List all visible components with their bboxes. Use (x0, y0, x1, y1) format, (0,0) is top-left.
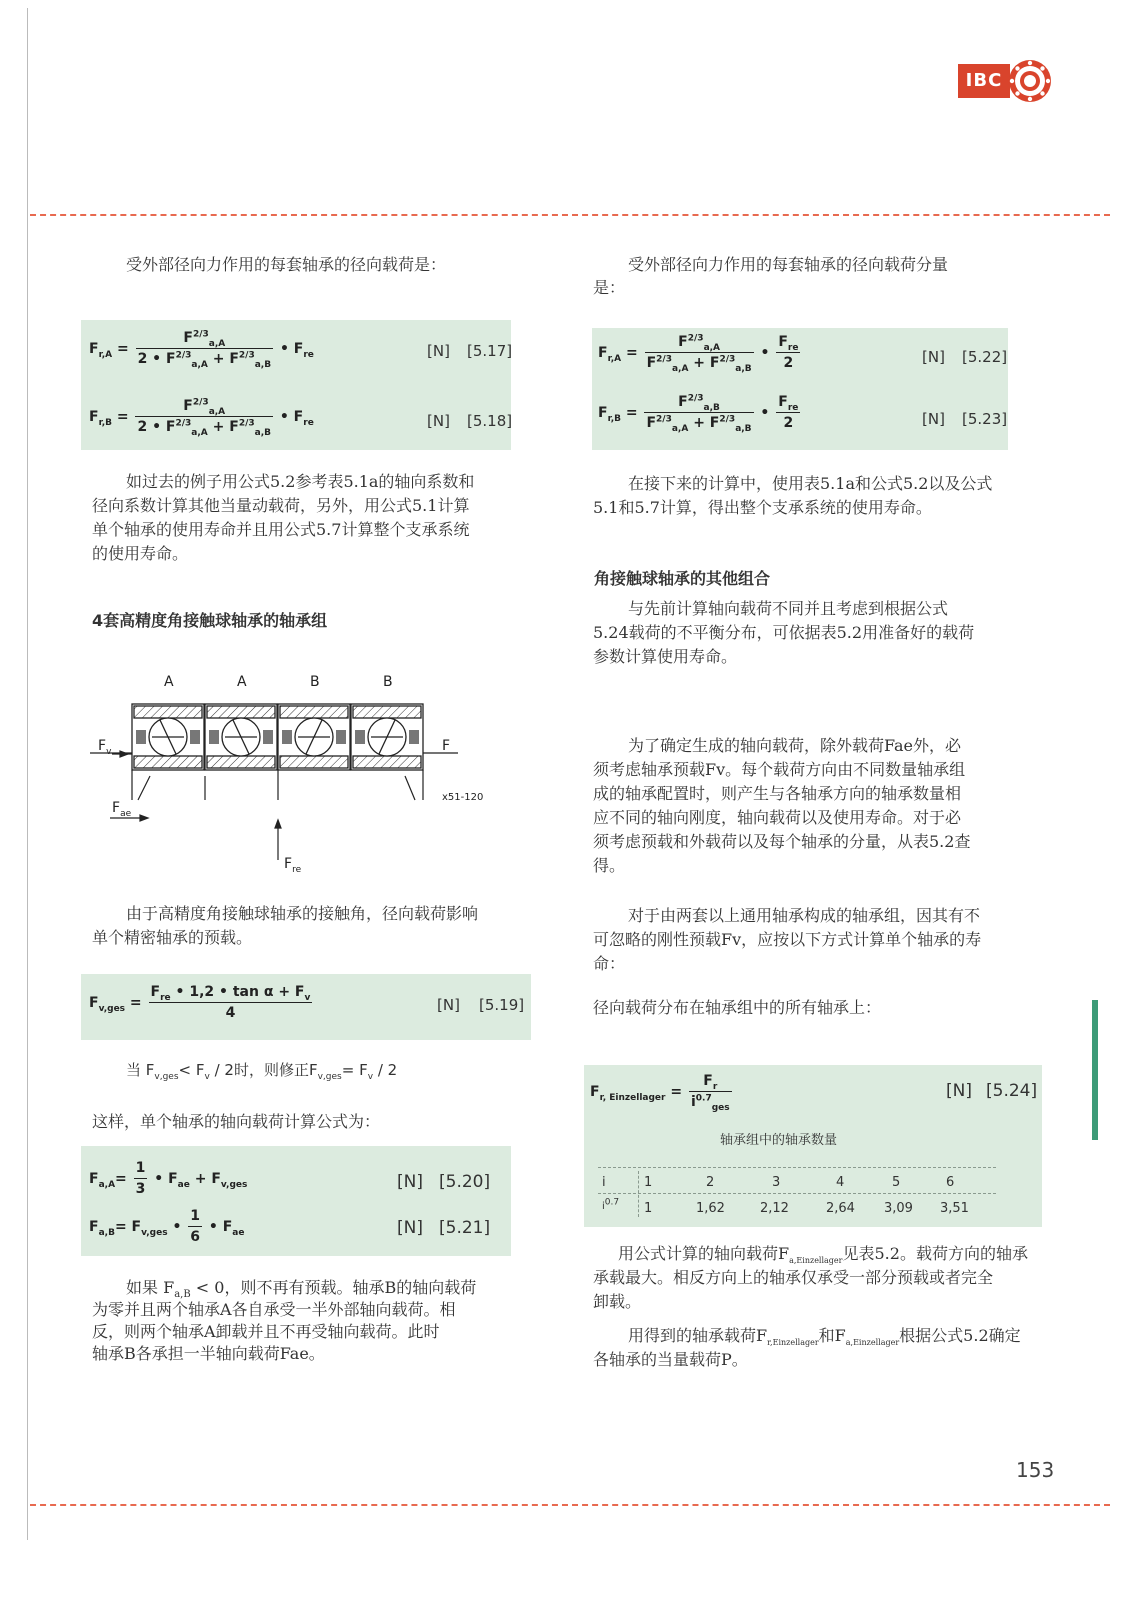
ref-5-20: [5.20] (439, 1172, 491, 1192)
formula-5-17: $F_{r,A}$ = $\frac{F^{2/3}_{a,A}}{2 • F^{2/3}_{a,A} + F^{2/3}_{a,B}}$ • $F_{re}$ (89, 329, 314, 370)
left-margin-line (27, 8, 28, 1540)
formula-box-517-518 (81, 320, 511, 450)
ref-5-18: [5.18] (467, 412, 513, 430)
figure-label-f: F (442, 738, 451, 754)
unit-5-24: [N] (946, 1081, 972, 1101)
formula-5-18: $F_{r,B}$ = $\frac{F^{2/3}_{a,A}}{2 • F^{2/3}_{a,A} + F^{2/3}_{a,B}}$ • $F_{re}$ (89, 397, 314, 438)
top-divider (30, 214, 1110, 216)
bearing-2 (205, 704, 277, 770)
right-paragraph-6: 径向载荷分布在轴承组中的所有轴承上： (593, 998, 882, 1017)
formula-box-522-523 (592, 328, 1008, 450)
bottom-divider (30, 1504, 1110, 1506)
figure-label-fre: $F_{re}$ (284, 856, 302, 875)
formula-table-box-524 (584, 1065, 1042, 1227)
formula-5-20: $F_{a,A}=$ $\frac{1}{3}$ • $F_{ae} + F_{v,ges}$ (89, 1160, 248, 1197)
ref-5-19: [5.19] (479, 996, 525, 1014)
unit-5-20: [N] (397, 1172, 423, 1192)
unit-5-23: [N] (922, 410, 945, 428)
bearing-diagram (90, 668, 510, 883)
bearing-set-figure (90, 668, 510, 883)
unit-5-19: [N] (437, 996, 460, 1014)
formula-box-519 (81, 974, 531, 1040)
formula-box-520-521 (81, 1146, 511, 1256)
bearing-logo-icon (1006, 58, 1054, 104)
logo-text: IBC (965, 70, 1003, 91)
page-number: 153 (1016, 1458, 1055, 1482)
ref-5-24: [5.24] (986, 1081, 1038, 1101)
ref-5-21: [5.21] (439, 1218, 491, 1238)
table-row-i: i 1 2 3 4 5 6 (602, 1175, 955, 1190)
ibc-logo (958, 58, 1054, 104)
figure-label-fv: $F_v$ (98, 738, 112, 757)
figure-label-a1: A (164, 674, 174, 690)
ref-5-22: [5.22] (962, 348, 1008, 366)
formula-5-19: $F_{v,ges}$ = $\frac{F_{re} • 1,2 • \tan \alpha + F_v}{4}$ (89, 984, 311, 1021)
chapter-marker (1092, 1000, 1098, 1140)
figure-label-fae: $F_{ae}$ (112, 800, 132, 819)
bearing-4 (351, 704, 423, 770)
unit-5-18: [N] (427, 412, 450, 430)
unit-5-22: [N] (922, 348, 945, 366)
figure-label-b1: B (310, 674, 320, 690)
formula-5-23: $F_{r,B}$ = $\frac{F^{2/3}_{a,B}}{F^{2/3}_{a,A} + F^{2/3}_{a,B}}$ • $\frac{F_{re}}{2}$ (598, 393, 799, 434)
bearing-3 (278, 704, 350, 770)
formula-5-24: $F_{r, Einzellager}$ = $\frac{F_r}{i^{0.7}_{ges}}$ (590, 1073, 730, 1113)
ref-5-17: [5.17] (467, 342, 513, 360)
table-row-i07: $i^{0.7}$ 1 1,62 2,12 2,64 3,09 3,51 (602, 1197, 969, 1216)
ref-5-23: [5.23] (962, 410, 1008, 428)
formula-5-21: $F_{a,B}= F_{v,ges}$ • $\frac{1}{6}$ • $F_{ae}$ (89, 1208, 245, 1245)
left-paragraph-5: 这样，单个轴承的轴向载荷计算公式为： (92, 1112, 381, 1131)
unit-5-21: [N] (397, 1218, 423, 1238)
heading-four-bearing-set: 4套高精度角接触球轴承的轴承组 (92, 611, 328, 630)
heading-other-combinations: 角接触球轴承的其他组合 (594, 569, 771, 588)
unit-5-17: [N] (427, 342, 450, 360)
figure-label-a2: A (237, 674, 247, 690)
bearing-1 (132, 704, 204, 770)
formula-5-22: $F_{r,A}$ = $\frac{F^{2/3}_{a,A}}{F^{2/3}_{a,A} + F^{2/3}_{a,B}}$ • $\frac{F_{re}}{2}$ (598, 333, 799, 374)
left-paragraph-4: 当 $F_{v,ges}< F_v / 2$时，则修正$F_{v,ges}= F_v / 2$ (126, 1061, 398, 1082)
figure-label-b2: B (383, 674, 393, 690)
figure-code: x51-120 (442, 792, 484, 803)
table-caption: 轴承组中的轴承数量 (720, 1133, 838, 1148)
left-intro-text: 受外部径向力作用的每套轴承的径向载荷是： (126, 255, 447, 274)
